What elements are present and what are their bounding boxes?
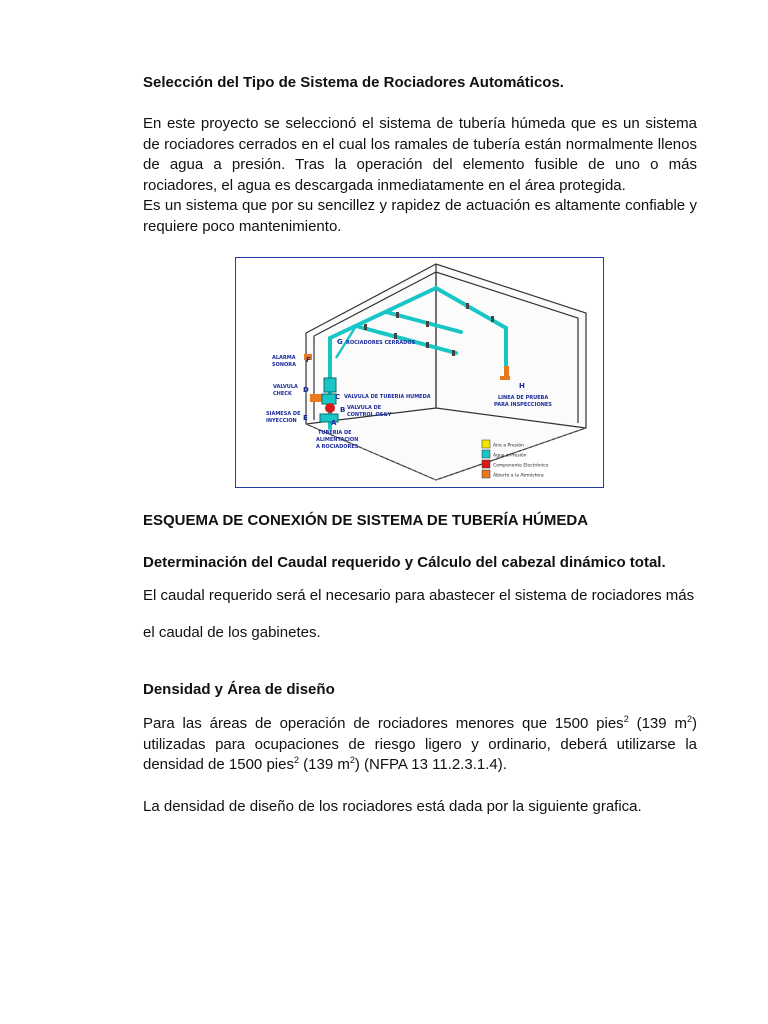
legend-label-agua: Agua a Presión: [493, 453, 527, 459]
label-a: A: [331, 419, 337, 427]
label-prueba-2: PARA INSPECCIONES: [494, 402, 552, 408]
densidad-text-2: (139 m: [628, 715, 687, 732]
legend-swatch-abierto: [482, 470, 490, 478]
wet-pipe-system-diagram: [235, 257, 604, 488]
diagram-svg: [236, 258, 603, 487]
paragraph-caudal-line1: El caudal requerido será el necesario para abastecer el sistema de rociadores más: [143, 587, 695, 604]
section-heading-sistema: Selección del Tipo de Sistema de Rociadores Automáticos.: [143, 74, 564, 91]
label-check-1: VALVULA: [273, 384, 298, 390]
label-d: D: [303, 386, 309, 394]
paragraph-descripcion: En este proyecto se seleccionó el sistema de tubería húmeda que es un sistema de rociadores cerrados en el cual los ramales de tubería están normalmente llenos de agua a presión. Tras la operación del elemento fusible de uno o más rociadores, el agua es descargada inmediatamente en el área protegida.: [143, 115, 697, 194]
label-b: B: [340, 406, 346, 414]
densidad-text-5: ) (NFPA 13 11.2.3.1.4).: [354, 756, 507, 773]
densidad-text-4: (139 m: [298, 756, 350, 773]
paragraph-densidad: [143, 714, 697, 776]
paragraph-grafica: La densidad de diseño de los rociadores está dada por la siguiente grafica.: [143, 798, 642, 815]
label-siamesa-2: INYECCION: [266, 418, 297, 424]
paragraph-caudal-line2: el caudal de los gabinetes.: [143, 624, 321, 641]
section-heading-densidad: Densidad y Área de diseño: [143, 681, 335, 698]
label-alarma-2: SONORA: [272, 362, 297, 368]
label-control-1: VALVULA DE: [347, 405, 382, 411]
label-alim-3: A ROCIADORES: [316, 444, 359, 450]
label-e: E: [303, 414, 308, 422]
densidad-text-3: ) utilizadas para ocupaciones de riesgo ligero y ordinario, deberá utilizarse la densidad de 1500 pies: [143, 715, 697, 773]
legend-label-aire: Aire a Presión: [493, 443, 524, 449]
label-alarma-1: ALARMA: [272, 355, 296, 361]
label-valvula-tuberia: VALVULA DE TUBERIA HUMEDA: [344, 394, 431, 400]
label-siamesa-1: SIAMESA DE: [266, 411, 301, 417]
label-f: F: [306, 356, 311, 364]
legend-label-componente: Componente Electrónico: [493, 463, 549, 469]
label-g: G: [337, 338, 343, 346]
section-heading-caudal: Determinación del Caudal requerido y Cálculo del cabezal dinámico total.: [143, 554, 666, 571]
label-control-2: CONTROL OS&Y: [347, 412, 392, 418]
figure-caption: ESQUEMA DE CONEXIÓN DE SISTEMA DE TUBERÍA HÚMEDA: [143, 512, 589, 529]
legend-swatch-agua: [482, 450, 490, 458]
label-prueba-1: LINEA DE PRUEBA: [498, 395, 549, 401]
sup-2: 2: [686, 714, 692, 724]
label-alim-1: TUBERIA DE: [318, 430, 352, 436]
legend-swatch-componente: [482, 460, 490, 468]
label-rociadores: ROCIADORES CERRADOS: [346, 340, 416, 346]
densidad-text-1: Para las áreas de operación de rociadores menores que 1500 pies: [143, 715, 624, 732]
sup-3: 2: [293, 755, 299, 765]
label-h: H: [519, 382, 525, 390]
legend-swatch-aire: [482, 440, 490, 448]
label-alim-2: ALIMENTACION: [316, 437, 359, 443]
paragraph-confiabilidad: Es un sistema que por su sencillez y rapidez de actuación es altamente confiable y requiere poco mantenimiento.: [143, 197, 697, 235]
sup-1: 2: [623, 714, 629, 724]
label-check-2: CHECK: [273, 391, 292, 397]
label-c: C: [335, 393, 341, 401]
legend-label-abierto: Abierto a la Atmósfera: [493, 473, 544, 479]
sup-4: 2: [349, 755, 355, 765]
